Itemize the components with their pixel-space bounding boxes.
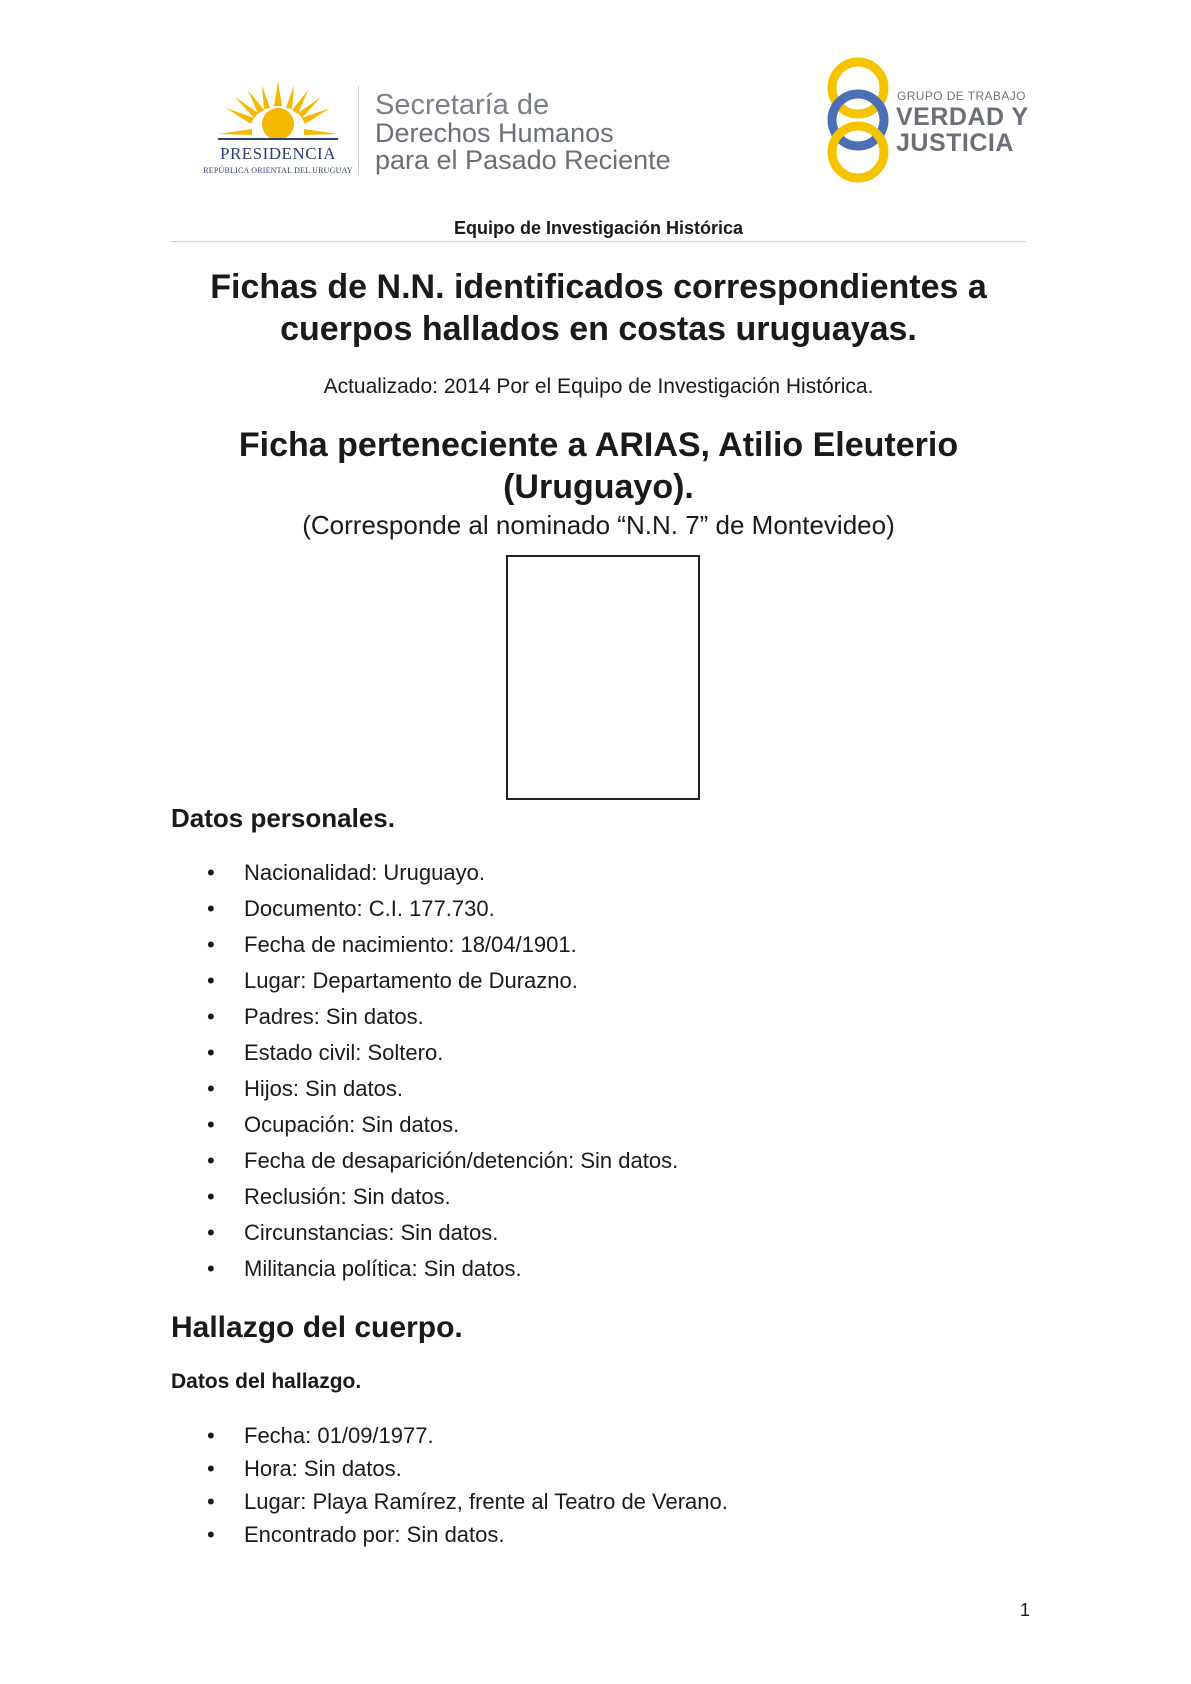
list-item: • Lugar: Playa Ramírez, frente al Teatro de Verano. — [171, 1485, 1031, 1518]
list-item: • Fecha de nacimiento: 18/04/1901. — [171, 927, 1031, 963]
photo-placeholder — [506, 555, 700, 800]
linked-rings-icon — [822, 56, 894, 184]
hallazgo-heading: Hallazgo del cuerpo. — [171, 1311, 463, 1344]
list-item: • Reclusión: Sin datos. — [171, 1179, 1031, 1215]
list-item: • Lugar: Departamento de Durazno. — [171, 963, 1031, 999]
verdad-label: VERDAD Y — [896, 103, 1029, 131]
grupo-trabajo-logo — [822, 56, 1032, 184]
document-title — [171, 266, 1026, 350]
list-item: • Padres: Sin datos. — [171, 999, 1031, 1035]
ficha-subtitle: (Corresponde al nominado “N.N. 7” de Montevideo) — [302, 510, 895, 540]
datos-personales-list — [171, 855, 1031, 1287]
hallazgo-list — [171, 1419, 1031, 1551]
list-item: • Hijos: Sin datos. — [171, 1071, 1031, 1107]
sun-emblem-icon — [218, 82, 338, 144]
secretaria-line2: Derechos Humanos — [375, 118, 614, 148]
presidencia-subtitle: REPÚBLICA ORIENTAL DEL URUGUAY — [203, 166, 353, 175]
list-item: • Fecha: 01/09/1977. — [171, 1419, 1031, 1452]
list-item: • Ocupación: Sin datos. — [171, 1107, 1031, 1143]
justicia-label: JUSTICIA — [896, 129, 1014, 157]
list-item: • Estado civil: Soltero. — [171, 1035, 1031, 1071]
ficha-title — [171, 424, 1026, 508]
list-item: • Circunstancias: Sin datos. — [171, 1215, 1031, 1251]
list-item: • Militancia política: Sin datos. — [171, 1251, 1031, 1287]
grupo-trabajo-label: GRUPO DE TRABAJO — [897, 89, 1026, 103]
team-header: Equipo de Investigación Histórica — [453, 218, 744, 238]
list-item: • Documento: C.I. 177.730. — [171, 891, 1031, 927]
presidencia-wordmark: PRESIDENCIA — [219, 144, 336, 163]
secretaria-line3: para el Pasado Reciente — [375, 145, 671, 175]
list-item: • Encontrado por: Sin datos. — [171, 1518, 1031, 1551]
ficha-title-line-1: Ficha perteneciente a ARIAS, Atilio Eleuterio — [238, 426, 959, 464]
list-item: • Hora: Sin datos. — [171, 1452, 1031, 1485]
ficha-title-line-2: (Uruguayo). — [503, 468, 694, 506]
hallazgo-subheading: Datos del hallazgo. — [171, 1370, 362, 1393]
secretaria-logo — [375, 90, 671, 174]
title-line-2: cuerpos hallados en costas uruguayas. — [280, 310, 917, 348]
list-item: • Fecha de desaparición/detención: Sin datos. — [171, 1143, 1031, 1179]
header-divider — [171, 241, 1026, 242]
logo-divider — [358, 86, 359, 176]
updated-note: Actualizado: 2014 Por el Equipo de Investigación Histórica. — [323, 375, 874, 398]
datos-personales-heading: Datos personales. — [171, 803, 395, 833]
list-item: • Nacionalidad: Uruguayo. — [171, 855, 1031, 891]
secretaria-line1: Secretaría de — [375, 89, 550, 121]
title-line-1: Fichas de N.N. identificados correspondientes a — [210, 268, 987, 306]
presidencia-logo — [198, 82, 358, 182]
page-number: 1 — [1019, 1600, 1030, 1620]
